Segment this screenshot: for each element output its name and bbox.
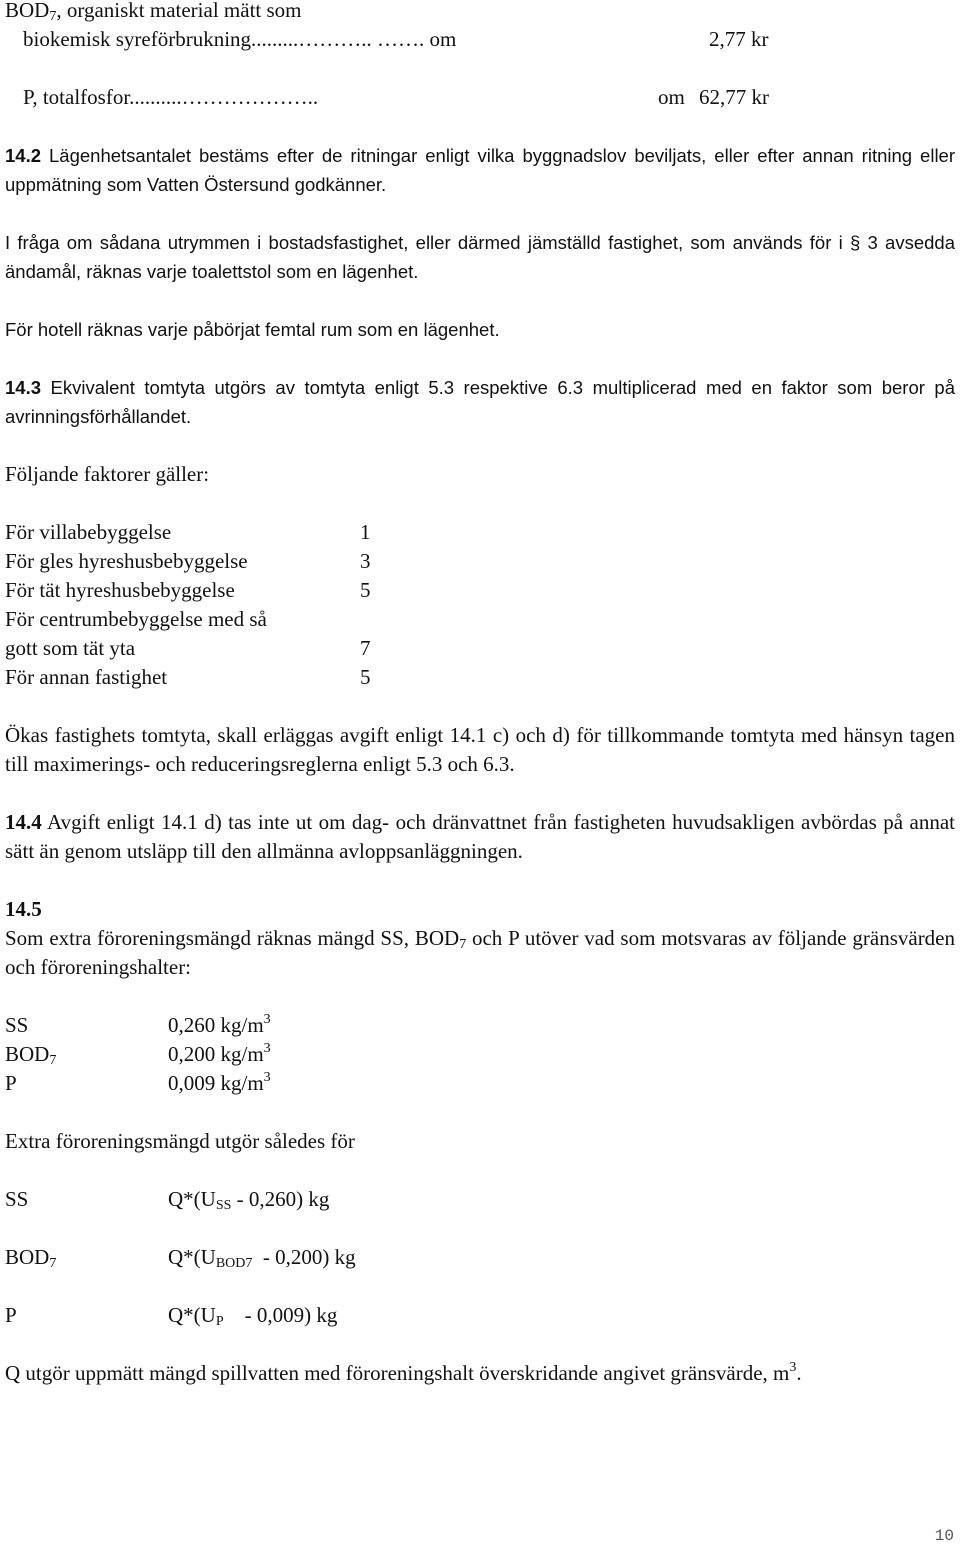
section-14-5-number: 14.5	[5, 897, 42, 921]
extra-amount-intro: Extra föroreningsmängd utgör således för	[5, 1129, 355, 1153]
fee-bod-subscript: 7	[49, 9, 57, 24]
formula-row: SS $Q*(U_{SS} - 0,260)$ kg	[5, 1187, 330, 1213]
section-14-2-hotel-paragraph: För hotell räknas varje påbörjat femtal rum som en lägenhet.	[5, 319, 500, 340]
section-14-5-paragraph: Som extra föroreningsmängd räknas mängd SS, $BOD_7$ och P utöver vad som motsvaras av följande gränsvärden och föroreningshalter:	[5, 926, 956, 979]
closing-paragraph: Q utgör uppmätt mängd spillvatten med föroreningshalt överskridande angivet gränsvärde, $m^3$.	[5, 1360, 802, 1385]
section-14-4-paragraph: 14.4 Avgift enligt 14.1 d) tas inte ut om dag- och dränvattnet från fastigheten huvudsakligen avbördas på annat sätt än genom utsläpp till den allmänna avloppsanläggningen.	[5, 810, 955, 863]
factors-intro: Följande faktorer gäller:	[5, 462, 210, 486]
fee-bod-leader: biokemisk syreförbrukning.........……….. ……. om	[23, 27, 457, 51]
factor-row: För tät hyreshusbebyggelse 5	[5, 578, 371, 602]
page-number: 10	[934, 1527, 954, 1545]
formula-row: $BOD_7$ $Q*(U_{BOD7} - 0,200)$ kg	[5, 1245, 356, 1271]
fee-bod-line-2	[23, 25, 456, 54]
section-14-2-number: 14.2	[5, 145, 42, 166]
fee-bod-description: , organiskt material mätt som	[56, 0, 302, 22]
limit-row: $BOD_7$ 0,200 $kg/m^3$	[5, 1041, 271, 1068]
fee-bod-line-1	[5, 0, 302, 25]
factor-row: För annan fastighet 5	[5, 665, 371, 689]
fee-p-value: 62,77 kr	[699, 85, 769, 109]
formula-row: P $Q*(U_P$ - 0,009) kg	[5, 1303, 338, 1329]
limit-row: SS 0,260 $kg/m^3$	[5, 1012, 271, 1037]
fee-bod-value: 2,77 kr	[709, 27, 769, 51]
factor-row: För centrumbebyggelse med så	[5, 607, 267, 631]
factor-row: gott som tät yta 7	[5, 636, 371, 660]
limit-row: P 0,009 $kg/m^3$	[5, 1070, 271, 1095]
section-14-4-number: 14.4	[5, 810, 42, 834]
section-14-3-number: 14.3	[5, 377, 42, 398]
fee-bod-label: BOD	[5, 0, 50, 22]
section-14-3-paragraph: 14.3 Ekvivalent tomtyta utgörs av tomtyta enligt 5.3 respektive 6.3 multiplicerad med en faktor som beror på avrinningsförhållandet.	[5, 377, 955, 427]
fee-p-om: om	[658, 85, 685, 109]
factor-row: För villabebyggelse 1	[5, 520, 371, 544]
fee-p-leader: P, totalfosfor..........………………..	[23, 85, 319, 109]
fee-p-line	[23, 83, 318, 112]
section-14-2-toilet-paragraph: I fråga om sådana utrymmen i bostadsfastighet, eller därmed jämställd fastighet, som används för i § 3 avsedda ändamål, räknas varje toalettstol som en lägenhet.	[5, 232, 955, 282]
factor-row: För gles hyreshusbebyggelse 3	[5, 549, 371, 573]
plot-increase-paragraph: Ökas fastighets tomtyta, skall erläggas avgift enligt 14.1 c) och d) för tillkommande tomtyta med hänsyn tagen till maximerings- och reduceringsreglerna enligt 5.3 och 6.3.	[5, 723, 955, 776]
section-14-2-paragraph: 14.2 Lägenhetsantalet bestäms efter de ritningar enligt vilka byggnadslov beviljats, eller efter annan ritning eller uppmätning som Vatten Östersund godkänner.	[5, 145, 955, 195]
